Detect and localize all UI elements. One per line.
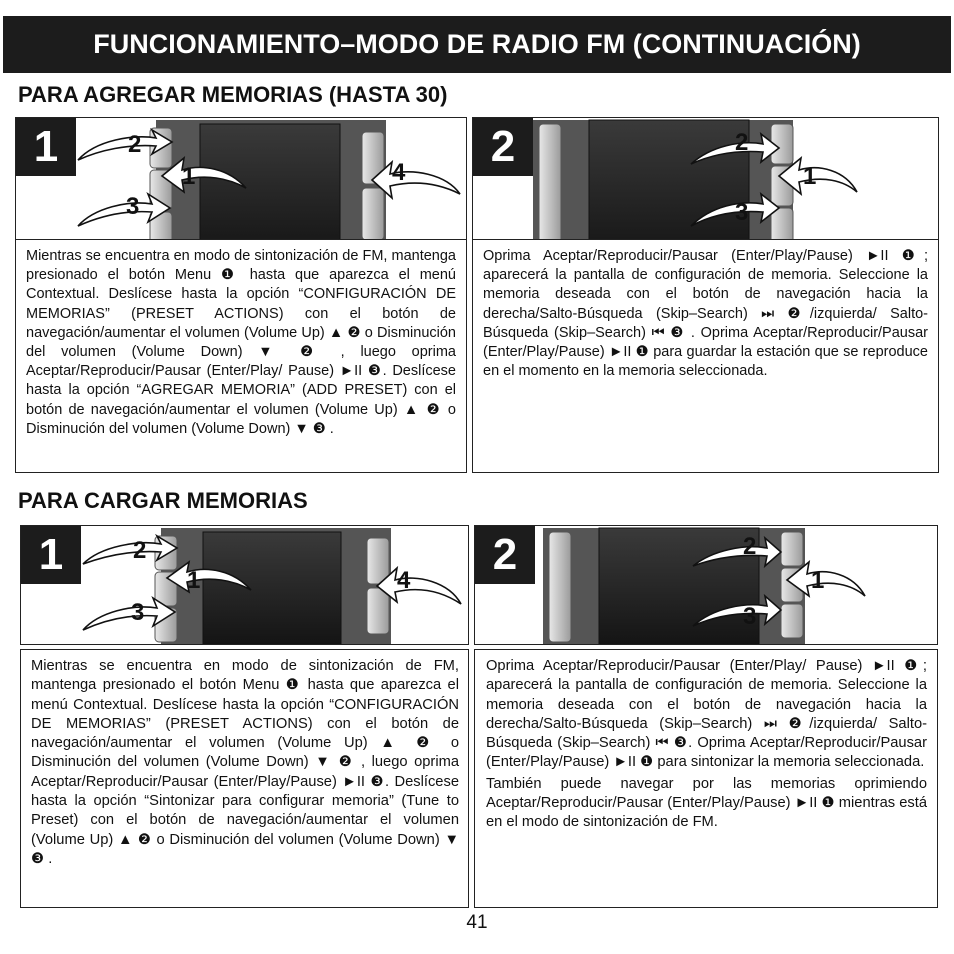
step-number: 1 <box>21 526 81 584</box>
instruction-text-load-step-2 <box>474 649 938 908</box>
callout-label: 2 <box>128 131 142 158</box>
page-header: FUNCIONAMIENTO–MODO DE RADIO FM (CONTINUACIÓN) <box>3 16 951 73</box>
callout-label: 4 <box>397 567 411 594</box>
instruction-text-load-step-1 <box>20 649 469 908</box>
callout-label: 1 <box>811 567 825 594</box>
instruction-paragraph: Oprima Aceptar/Reproducir/Pausar (Enter/Play/Pause) ►II ❶; aparecerá la pantalla de configuración de memoria. Seleccione la memoria deseada con el botón de navegación hacia la derecha/Salto-Búsqueda (Skip–Search) ⏭ ❷/izquierda/ Salto-Búsqueda (Skip–Search) ⏮ ❸ . Oprima Aceptar/Reproducir/Pausar (Enter/Play/Pause) ►II ❶ para guardar la estación que se reproduce en el momento en la memoria seleccionada. <box>483 248 928 380</box>
callout-label: 1 <box>182 163 196 190</box>
callout-label: 2 <box>743 533 757 560</box>
callout-label: 3 <box>743 603 757 630</box>
step-number: 2 <box>473 118 533 176</box>
callout-label: 2 <box>133 537 147 564</box>
device-illustration <box>21 526 469 645</box>
callout-label: 1 <box>187 567 201 594</box>
illustration-load-step-2 <box>474 525 938 645</box>
illustration-load-step-1 <box>20 525 469 645</box>
callout-label: 2 <box>735 129 749 156</box>
instruction-paragraph: También puede navegar por las memorias oprimiendo Aceptar/Reproducir/Pausar (Enter/Play/Pause) ►II ❶ mientras está en el modo de sintonización de FM. <box>486 775 927 831</box>
instruction-text-add-step-1 <box>15 239 467 473</box>
page-number: 41 <box>466 912 488 933</box>
instruction-paragraph: Oprima Aceptar/Reproducir/Pausar (Enter/Play/ Pause) ►II ❶; aparecerá la pantalla de configuración de memoria. Seleccione la memoria deseada con el botón de navegación hacia la derecha/Salto-Búsqueda (Skip–Search) ⏭ ❷/izquierda/ Salto-Búsqueda (Skip–Search) ⏮ ❸. Oprima Aceptar/Reproducir/Pausar (Enter/Play/Pause) ►II ❶ para sintonizar la memoria seleccionada. <box>486 658 927 771</box>
callout-label: 1 <box>803 163 817 190</box>
device-illustration <box>475 526 938 645</box>
callout-label: 3 <box>131 599 145 626</box>
instruction-paragraph: Mientras se encuentra en modo de sintonización de FM, mantenga presionado el botón Menu ❶ hasta que aparezca el menú Contextual. Deslícese hasta la opción “CONFIGURACIÓN DE MEMORIAS” (PRESET ACTIONS) con el botón de navegación/aumentar el volumen (Volume Up) ▲ ❷ o Disminución del volumen (Volume Down) ▼ ❷ , luego oprima Aceptar/Reproducir/Pausar (Enter/Play/ Pause) ►II ❸. Deslícese hasta la opción “AGREGAR MEMORIA” (ADD PRESET) con el botón de navegación/aumentar el volumen (Volume Up) ▲ ❷ o Disminución del volumen (Volume Down) ▼ ❸ . <box>26 248 456 437</box>
callout-label: 3 <box>126 193 140 220</box>
instruction-text-add-step-2 <box>472 239 939 473</box>
section-title-load-presets: PARA CARGAR MEMORIAS <box>18 488 308 513</box>
instruction-paragraph: Mientras se encuentra en modo de sintonización de FM, mantenga presionado el botón Menu ❶ hasta que aparezca el menú Contextual. Deslícese hasta la opción “CONFIGURACIÓN DE MEMORIAS” (PRESET ACTIONS) con el botón de navegación/aumentar el volumen (Volume Up) ▲ ❷ o Disminución del volumen (Volume Down) ▼ ❷ , luego oprima Aceptar/Reproducir/Pausar (Enter/Play/Pause) ►II ❸. Deslícese hasta la opción “Sintonizar para configurar memoria” (Tune to Preset) con el botón de navegación/aumentar el volumen (Volume Up) ▲ ❷ o Disminución del volumen (Volume Down) ▼ ❸ . <box>31 658 459 867</box>
callout-label: 4 <box>392 159 406 186</box>
section-title-add-presets: PARA AGREGAR MEMORIAS (HASTA 30) <box>18 82 448 107</box>
callout-label: 3 <box>735 199 749 226</box>
step-number: 2 <box>475 526 535 584</box>
step-number: 1 <box>16 118 76 176</box>
